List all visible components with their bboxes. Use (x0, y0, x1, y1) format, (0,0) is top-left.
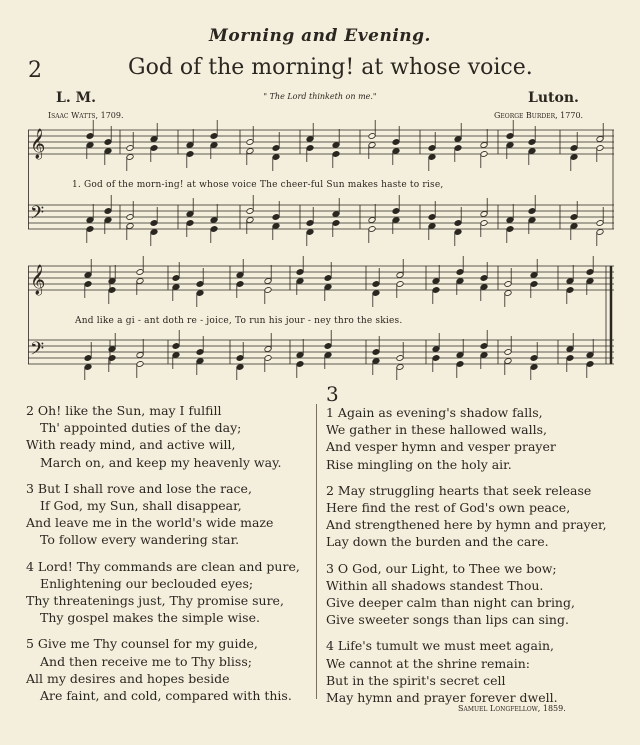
stanza-line: Thy threatenings just, Thy promise sure, (26, 593, 284, 609)
section-heading: Morning and Evening. (209, 26, 431, 46)
stanza-5 (26, 635, 300, 704)
text-author: Isaac Watts, 1709. (48, 111, 124, 120)
staff-system-2 (28, 266, 614, 364)
column-divider (316, 404, 317, 699)
stanza-line: With ready mind, and active will, (26, 437, 236, 453)
lyric-underlay-1: 1. God of the morn-ing! at whose voice The cheer-ful Sun makes haste to rise, (72, 180, 444, 190)
stanza-line: 3 But I shall rove and lose the race, (26, 480, 252, 496)
stanza-line: And vesper hymn and vesper prayer (326, 439, 556, 455)
stanza-4 (26, 558, 300, 627)
stanza-line: And strengthened here by hymn and prayer, (326, 517, 607, 533)
stanza-line: Give sweeter songs than lips can sing. (326, 612, 569, 628)
stanza-line: 1 Again as evening's shadow falls, (326, 405, 543, 420)
stanza-3 (26, 480, 300, 549)
hymn3-stanza-3 (326, 560, 607, 629)
hymn3-number: 3 (326, 382, 339, 406)
stanza-line: Rise mingling on the holy air. (326, 456, 512, 472)
hymn-number: 2 (28, 58, 42, 83)
stanza-line: March on, and keep my heavenly way. (40, 454, 282, 470)
stanza-line: Give deeper calm than night can bring, (326, 595, 575, 611)
stanza-line: If God, my Sun, shall disappear, (40, 498, 242, 514)
stanza-line: We gather in these hallowed walls, (326, 422, 547, 438)
stanza-2 (26, 402, 300, 471)
stanza-line: 2 Oh! like the Sun, may I fulfill (26, 403, 222, 418)
music-score (28, 118, 614, 380)
stanza-line: And leave me in the world's wide maze (26, 515, 274, 531)
stanza-line: 4 Life's tumult we must meet again, (326, 638, 555, 654)
stanza-line: And then receive me to Thy bliss; (40, 653, 252, 669)
hymn-title: God of the morning! at whose voice. (128, 55, 533, 80)
stanza-line: 4 Lord! Thy commands are clean and pure, (26, 558, 300, 574)
hymn3-stanza-4 (326, 637, 607, 706)
stanza-line: We cannot at the shrine remain: (326, 655, 530, 671)
stanza-line: May hymn and prayer forever dwell. (326, 690, 558, 706)
stanza-line: To follow every wandering star. (40, 532, 240, 548)
stanza-line: All my desires and hopes beside (26, 670, 230, 686)
stanza-line: Within all shadows standest Thou. (326, 577, 544, 593)
lyric-underlay-2: And like a gi - ant doth re - joice, To run his jour - ney thro the skies. (75, 316, 403, 326)
treble-clef-icon: 𝄞 (30, 129, 46, 159)
tune-name: Luton. (528, 90, 579, 106)
motto: " The Lord thinketh on me." (263, 92, 377, 101)
hymn3-stanza-2 (326, 482, 607, 551)
treble-clef-icon: 𝄞 (30, 265, 46, 295)
stanza-line: Here find the rest of God's own peace, (326, 500, 571, 516)
bass-clef-icon: 𝄢 (30, 203, 45, 228)
tune-composer: George Burder, 1770. (494, 111, 584, 120)
stanza-line: 5 Give me Thy counsel for my guide, (26, 636, 258, 652)
bass-clef-icon: 𝄢 (30, 339, 45, 364)
hymn2-stanzas (26, 402, 300, 704)
stanza-line: Enlightening our beclouded eyes; (40, 575, 254, 591)
stanza-line: 3 O God, our Light, to Thee we bow; (326, 560, 557, 576)
hymn3-stanza-1 (326, 404, 607, 473)
stanza-line: 2 May struggling hearts that seek release (326, 482, 592, 498)
hymn3-stanzas (326, 404, 607, 706)
stanza-line: But in the spirit's secret cell (326, 672, 506, 688)
stanza-line: Are faint, and cold, compared with this. (40, 688, 292, 704)
stanza-line: Lay down the burden and the care. (326, 534, 549, 550)
stanza-line: Th' appointed duties of the day; (40, 420, 242, 436)
notes (84, 120, 604, 380)
hymn3-credit: Samuel Longfellow, 1859. (458, 704, 566, 713)
stanza-line: Thy gospel makes the simple wise. (40, 610, 260, 626)
clefs (30, 128, 45, 364)
meter: L. M. (56, 90, 96, 106)
